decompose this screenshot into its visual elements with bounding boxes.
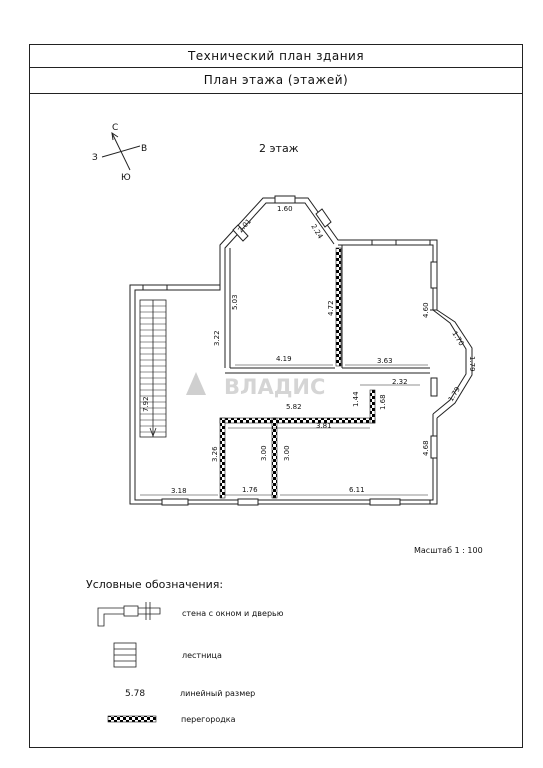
compass-south: Ю	[121, 173, 131, 183]
dim-right-room-w: 3.63	[377, 357, 393, 365]
dim-bay-right: 2.24	[309, 222, 325, 241]
staircase	[140, 300, 166, 437]
dim-partition-run: 3.81	[316, 422, 332, 430]
dim-bottom-right: 6.11	[349, 486, 365, 494]
legend-wall-label: стена с окном и дверью	[182, 609, 284, 618]
dim-right-lower-h: 4.68	[422, 440, 430, 456]
plan-title: Технический план здания	[30, 45, 522, 68]
legend-dimension-label: линейный размер	[180, 689, 256, 698]
dim-small-b: 1.68	[379, 394, 387, 410]
dim-bottom-mid: 1.76	[242, 486, 258, 494]
dim-right-room-h: 4.60	[422, 302, 430, 318]
legend-dimension-sample: 5.78	[125, 689, 146, 699]
watermark	[186, 372, 325, 399]
dim-bottom-left: 3.18	[171, 487, 187, 495]
legend-wall-icon	[98, 602, 160, 626]
compass-icon	[102, 133, 140, 170]
scale-label: Масштаб 1 : 100	[414, 546, 483, 555]
legend-partition-icon	[108, 716, 156, 722]
dim-pillar-mid-a: 3.00	[260, 445, 268, 461]
dim-partition-h: 4.72	[327, 300, 335, 316]
dim-stair-side: 3.22	[213, 330, 221, 346]
walls	[130, 198, 472, 504]
dim-bay-r-upper: 1.70	[450, 329, 466, 348]
dimension-labels	[142, 205, 476, 495]
compass-west: З	[92, 153, 98, 163]
watermark-text: ВЛАДИС	[224, 375, 326, 399]
legend-stair-label: лестница	[182, 651, 222, 660]
legend-partition-label: перегородка	[181, 715, 236, 724]
legend-title: Условные обозначения:	[86, 578, 224, 591]
dim-bay-r-lower: 1.79	[446, 385, 462, 404]
dim-top-bay: 1.60	[277, 205, 293, 213]
floor-label: 2 этаж	[259, 142, 299, 155]
watermark-logo-icon	[186, 372, 206, 395]
dim-stair-length: 7.92	[142, 396, 150, 412]
legend-stair-icon	[114, 643, 136, 667]
dim-left-room-h: 5.03	[231, 294, 239, 310]
dim-hall-width: 5.82	[286, 403, 302, 411]
compass-east: В	[141, 144, 148, 154]
plan-subtitle: План этажа (этажей)	[30, 67, 522, 94]
dim-small-a: 1.44	[352, 391, 360, 407]
dim-pillar-left: 3.26	[211, 446, 219, 462]
dim-pillar-mid-b: 3.00	[283, 445, 291, 461]
dim-left-room-w: 4.19	[276, 355, 292, 363]
dim-bay-left: 2.01	[236, 217, 253, 235]
dim-corridor-w: 2.32	[392, 378, 408, 386]
dim-bay-r-mid: 1.79	[468, 356, 476, 372]
compass-north: С	[112, 123, 119, 133]
